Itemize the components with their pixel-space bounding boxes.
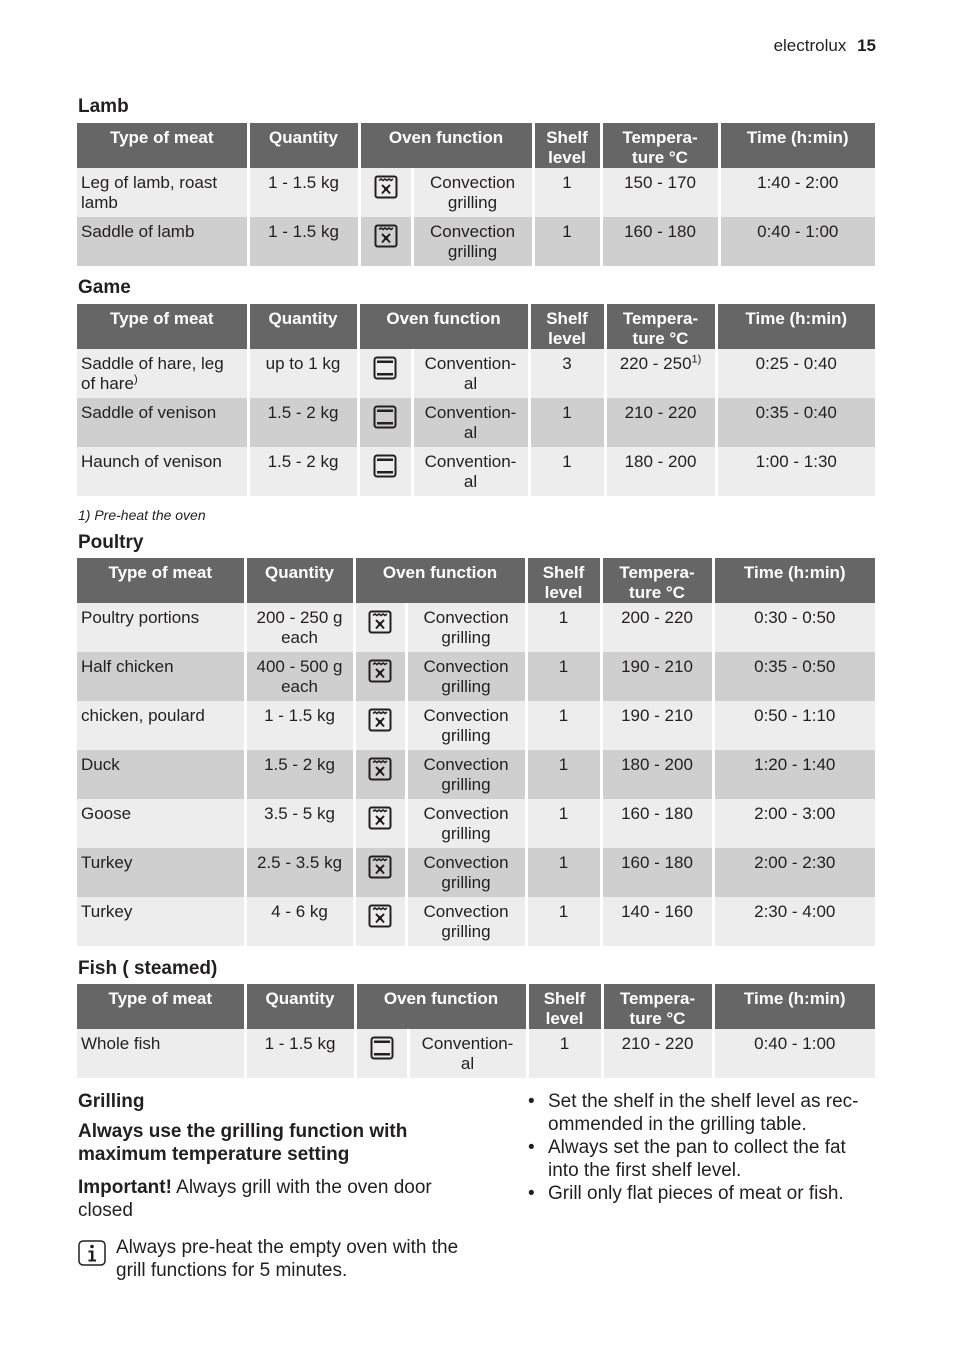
cell-quantity: 1 - 1.5 kg	[245, 1029, 355, 1078]
cell-meat: Haunch of venison	[77, 447, 248, 496]
cell-shelf: 1	[526, 897, 601, 946]
table-row	[77, 750, 875, 799]
cell-temperature: 160 - 180	[601, 799, 713, 848]
info-icon	[78, 1240, 106, 1272]
column-header: Type of meat	[77, 558, 245, 603]
cell-quantity: 1 - 1.5 kg	[245, 701, 354, 750]
cell-icon	[359, 217, 412, 266]
cell-quantity: 2.5 - 3.5 kg	[245, 848, 354, 897]
cell-temperature: 200 - 220	[601, 603, 713, 652]
footnote-marker: )	[133, 373, 138, 386]
cell-icon	[354, 799, 406, 848]
convection-grill-icon	[368, 708, 392, 737]
column-header: Oven function	[354, 558, 526, 603]
grilling-section	[78, 1090, 468, 1282]
cell-temperature: 140 - 160	[601, 897, 713, 946]
table-header-row	[77, 558, 875, 603]
column-header: Oven function	[355, 984, 527, 1029]
column-header: Tempera- ture °C	[602, 984, 713, 1029]
cell-icon	[358, 398, 412, 447]
grilling-tips	[528, 1090, 878, 1205]
cell-quantity: 1.5 - 2 kg	[248, 398, 358, 447]
info-note	[78, 1236, 468, 1282]
cell-shelf: 1	[526, 848, 601, 897]
cell-meat: Leg of lamb, roast lamb	[77, 168, 248, 217]
cell-quantity: 1 - 1.5 kg	[248, 168, 359, 217]
table-row	[77, 701, 875, 750]
cell-time: 2:00 - 3:00	[713, 799, 875, 848]
column-header: Time (h:min)	[713, 984, 875, 1029]
cell-quantity: 200 - 250 g each	[245, 603, 354, 652]
table-row	[77, 603, 875, 652]
table-row	[77, 398, 875, 447]
table-header-row	[77, 304, 875, 349]
cell-shelf: 1	[526, 701, 601, 750]
cell-time: 1:20 - 1:40	[713, 750, 875, 799]
list-item: • Set the shelf in the shelf level as rec- ommended in the grilling table.	[528, 1091, 859, 1135]
cell-quantity: 4 - 6 kg	[245, 897, 354, 946]
list-item: • Always set the pan to collect the fat into the first shelf level.	[528, 1137, 846, 1181]
column-header: Shelf level	[527, 984, 602, 1029]
lamb-table	[77, 123, 875, 266]
cell-function: Convection grilling	[406, 652, 526, 701]
page-number: 15	[857, 36, 876, 55]
info-text: Always pre-heat the empty oven with the grill functions for 5 minutes.	[116, 1237, 459, 1281]
cell-meat: Duck	[77, 750, 245, 799]
convection-grill-icon	[368, 855, 392, 884]
cell-quantity: 1.5 - 2 kg	[245, 750, 354, 799]
conventional-icon	[373, 356, 397, 385]
cell-meat: Turkey	[77, 848, 245, 897]
conventional-icon	[370, 1036, 394, 1065]
cell-temperature: 160 - 180	[601, 217, 719, 266]
cell-time: 1:00 - 1:30	[716, 447, 875, 496]
cell-time: 1:40 - 2:00	[719, 168, 875, 217]
cell-time: 0:40 - 1:00	[719, 217, 875, 266]
cell-time: 0:25 - 0:40	[716, 349, 875, 398]
column-header: Shelf level	[533, 123, 601, 168]
section-title-lamb: Lamb	[78, 96, 129, 117]
cell-shelf: 1	[526, 603, 601, 652]
cell-shelf: 3	[529, 349, 605, 398]
convection-grill-icon	[374, 175, 398, 204]
cell-shelf: 1	[533, 217, 601, 266]
column-header: Time (h:min)	[713, 558, 875, 603]
conventional-icon	[373, 454, 397, 483]
important-label: Important!	[78, 1177, 172, 1198]
column-header: Type of meat	[77, 123, 248, 168]
cell-function: Convection grilling	[406, 897, 526, 946]
cell-quantity: up to 1 kg	[248, 349, 358, 398]
table-row	[77, 168, 875, 217]
column-header: Tempera- ture °C	[601, 558, 713, 603]
table-row	[77, 217, 875, 266]
cell-time: 0:50 - 1:10	[713, 701, 875, 750]
conventional-icon	[373, 405, 397, 434]
cell-temperature: 220 - 250$^{1)}$	[605, 349, 716, 398]
cell-shelf: 1	[533, 168, 601, 217]
cell-icon	[358, 447, 412, 496]
cell-function: Convection grilling	[412, 168, 533, 217]
table-header-row	[77, 123, 875, 168]
cell-temperature: 210 - 220	[605, 398, 716, 447]
cell-temperature: 210 - 220	[602, 1029, 713, 1078]
cell-time: 0:35 - 0:40	[716, 398, 875, 447]
cell-function: Convention- al	[412, 447, 529, 496]
cell-temperature: 190 - 210	[601, 652, 713, 701]
cell-function: Convection grilling	[406, 603, 526, 652]
table-row	[77, 848, 875, 897]
column-header: Oven function	[358, 304, 529, 349]
column-header: Tempera- ture °C	[605, 304, 716, 349]
cell-function: Convection grilling	[412, 217, 533, 266]
cell-icon	[358, 349, 412, 398]
section-title-poultry: Poultry	[78, 532, 144, 553]
cell-meat: Half chicken	[77, 652, 245, 701]
fish-table	[77, 984, 875, 1078]
cell-function: Convection grilling	[406, 799, 526, 848]
cell-time: 0:30 - 0:50	[713, 603, 875, 652]
convection-grill-icon	[368, 904, 392, 933]
cell-meat: Goose	[77, 799, 245, 848]
cell-icon	[354, 848, 406, 897]
table-row	[77, 799, 875, 848]
convection-grill-icon	[368, 610, 392, 639]
cell-quantity: 1.5 - 2 kg	[248, 447, 358, 496]
grilling-subtitle: Always use the grilling function with maximum temperature setting	[78, 1121, 408, 1165]
cell-meat: Saddle of venison	[77, 398, 248, 447]
page-header	[774, 36, 876, 56]
convection-grill-icon	[368, 757, 392, 786]
section-title-game: Game	[78, 277, 131, 298]
cell-time: 0:40 - 1:00	[713, 1029, 875, 1078]
cell-quantity: 400 - 500 g each	[245, 652, 354, 701]
column-header: Quantity	[248, 304, 358, 349]
cell-temperature: 150 - 170	[601, 168, 719, 217]
table-row	[77, 652, 875, 701]
column-header: Oven function	[359, 123, 533, 168]
column-header: Time (h:min)	[719, 123, 875, 168]
cell-icon	[354, 897, 406, 946]
cell-function: Convention- al	[408, 1029, 527, 1078]
table-row	[77, 349, 875, 398]
cell-function: Convention- al	[412, 398, 529, 447]
column-header: Quantity	[245, 558, 354, 603]
convection-grill-icon	[368, 806, 392, 835]
cell-function: Convection grilling	[406, 848, 526, 897]
cell-icon	[355, 1029, 408, 1078]
column-header: Tempera- ture °C	[601, 123, 719, 168]
cell-icon	[354, 603, 406, 652]
column-header: Time (h:min)	[716, 304, 875, 349]
brand-name: electrolux	[773, 36, 847, 55]
cell-time: 0:35 - 0:50	[713, 652, 875, 701]
cell-temperature: 160 - 180	[601, 848, 713, 897]
table-row	[77, 897, 875, 946]
important-text: Always grill with the oven door closed	[78, 1177, 432, 1221]
cell-shelf: 1	[527, 1029, 602, 1078]
cell-time: 2:30 - 4:00	[713, 897, 875, 946]
convection-grill-icon	[374, 224, 398, 253]
cell-time: 2:00 - 2:30	[713, 848, 875, 897]
column-header: Quantity	[245, 984, 355, 1029]
cell-shelf: 1	[526, 750, 601, 799]
cell-meat: chicken, poulard	[77, 701, 245, 750]
cell-meat: Whole fish	[77, 1029, 245, 1078]
section-title-fish: Fish ( steamed)	[78, 958, 218, 979]
cell-quantity: 1 - 1.5 kg	[248, 217, 359, 266]
cell-meat: Turkey	[77, 897, 245, 946]
column-header: Shelf level	[526, 558, 601, 603]
important-note	[78, 1176, 468, 1222]
cell-shelf: 1	[529, 447, 605, 496]
table-header-row	[77, 984, 875, 1029]
grilling-title: Grilling	[78, 1091, 145, 1112]
game-table	[77, 304, 875, 496]
cell-temperature: 180 - 200	[605, 447, 716, 496]
cell-quantity: 3.5 - 5 kg	[245, 799, 354, 848]
column-header: Type of meat	[77, 984, 245, 1029]
cell-function: Convection grilling	[406, 701, 526, 750]
cell-meat: Poultry portions	[77, 603, 245, 652]
table-row	[77, 447, 875, 496]
cell-temperature: 190 - 210	[601, 701, 713, 750]
column-header: Quantity	[248, 123, 359, 168]
cell-icon	[354, 701, 406, 750]
cell-meat: Saddle of hare, leg of hare)	[77, 349, 248, 398]
cell-shelf: 1	[529, 398, 605, 447]
cell-icon	[354, 652, 406, 701]
table-row	[77, 1029, 875, 1078]
footnote-marker: 1)	[691, 353, 702, 366]
footnote: 1) Pre-heat the oven	[78, 507, 206, 523]
list-item: • Grill only flat pieces of meat or fish.	[528, 1183, 844, 1204]
cell-shelf: 1	[526, 652, 601, 701]
cell-function: Convection grilling	[406, 750, 526, 799]
convection-grill-icon	[368, 659, 392, 688]
cell-meat: Saddle of lamb	[77, 217, 248, 266]
cell-shelf: 1	[526, 799, 601, 848]
cell-temperature: 180 - 200	[601, 750, 713, 799]
poultry-table	[77, 558, 875, 946]
cell-icon	[354, 750, 406, 799]
cell-function: Convention- al	[412, 349, 529, 398]
cell-icon	[359, 168, 412, 217]
column-header: Type of meat	[77, 304, 248, 349]
column-header: Shelf level	[529, 304, 605, 349]
